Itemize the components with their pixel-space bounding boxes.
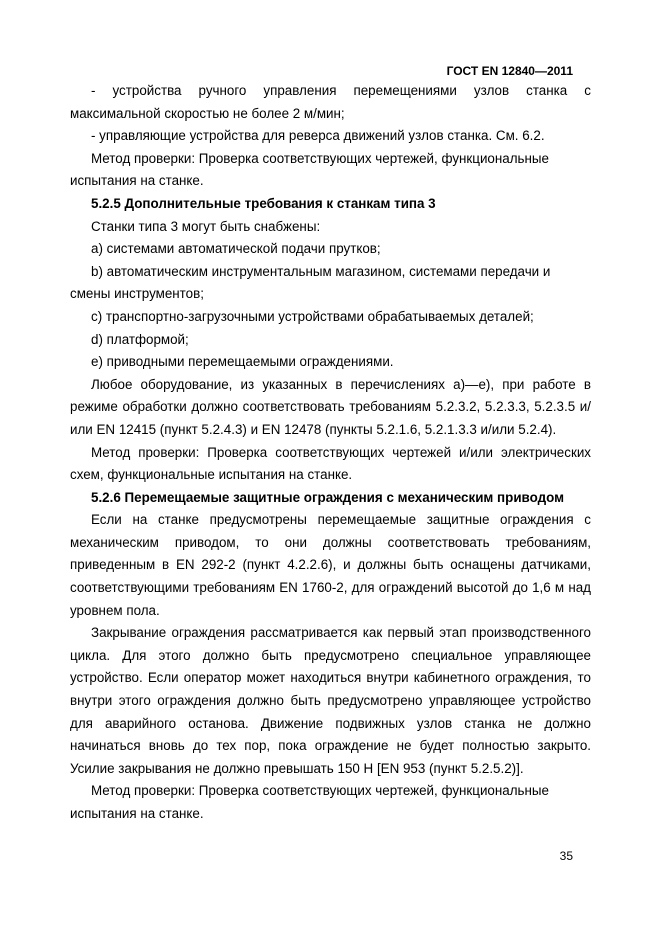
paragraph: Метод проверки: Проверка соответствующих чертежей, функциональные испытания на станке.: [70, 783, 549, 821]
document-body: [70, 80, 591, 826]
paragraph: Станки типа 3 могут быть снабжены:: [91, 218, 321, 234]
list-item: c) транспортно-загрузочными устройствами обрабатываемых деталей;: [91, 308, 534, 324]
paragraph: - управляющие устройства для реверса движений узлов станка. См. 6.2.: [91, 128, 545, 144]
paragraph: Метод проверки: Проверка соответствующих чертежей, функциональные испытания на станке.: [70, 150, 549, 189]
paragraph: Если на станке предусмотрены перемещаемые защитные ограждения с механическим приводом, то они должны соответствовать требованиям, приведенным в EN 292-2 (пункт 4.2.2.6), и должны быть оснащены датчиками, соответствующими требованиям EN 1760-2, для ограждений высотой до 1,6 м над уровнем пола.: [70, 512, 591, 618]
page-number: 35: [559, 849, 573, 863]
section-heading-5-2-5: 5.2.5 Дополнительные требования к станкам типа 3: [91, 195, 436, 211]
paragraph: - устройства ручного управления перемещениями узлов станка с максимальной скоростью не более 2 м/мин;: [70, 83, 591, 121]
paragraph: Метод проверки: Проверка соответствующих чертежей и/или электрических схем, функциональные испытания на станке.: [70, 444, 591, 483]
list-item: b) автоматическим инструментальным магазином, системами передачи и смены инструментов;: [70, 263, 551, 302]
list-item: a) системами автоматической подачи прутков;: [91, 241, 381, 257]
list-item: d) платформой;: [91, 331, 189, 347]
standard-designation: ГОСТ EN 12840—2011: [446, 64, 573, 78]
paragraph: Закрывание ограждения рассматривается как первый этап производственного цикла. Для этого должно быть предусмотрено специальное управляющее устройство. Если оператор может находиться внутри кабинетного ограждения, то внутри этого ограждения должно быть предусмотрено управляющее устройство для аварийного останова. Движение подвижных узлов станка не должно начинаться вновь до тех пор, пока ограждение не будет полностью закрыто. Усилие закрывания не должно превышать 150 Н [EN 953 (пункт 5.2.5.2)].: [70, 625, 591, 776]
list-item: e) приводными перемещаемыми ограждениями.: [91, 354, 394, 370]
paragraph: Любое оборудование, из указанных в перечислениях a)—e), при работе в режиме обработки должно соответствовать требованиям 5.2.3.2, 5.2.3.3, 5.2.3.5 и/или EN 12415 (пункт 5.2.4.3) и EN 12478 (пункты 5.2.1.6, 5.2.1.3.3 и/или 5.2.4).: [70, 376, 591, 437]
section-heading-5-2-6: 5.2.6 Перемещаемые защитные ограждения с механическим приводом: [91, 489, 565, 505]
